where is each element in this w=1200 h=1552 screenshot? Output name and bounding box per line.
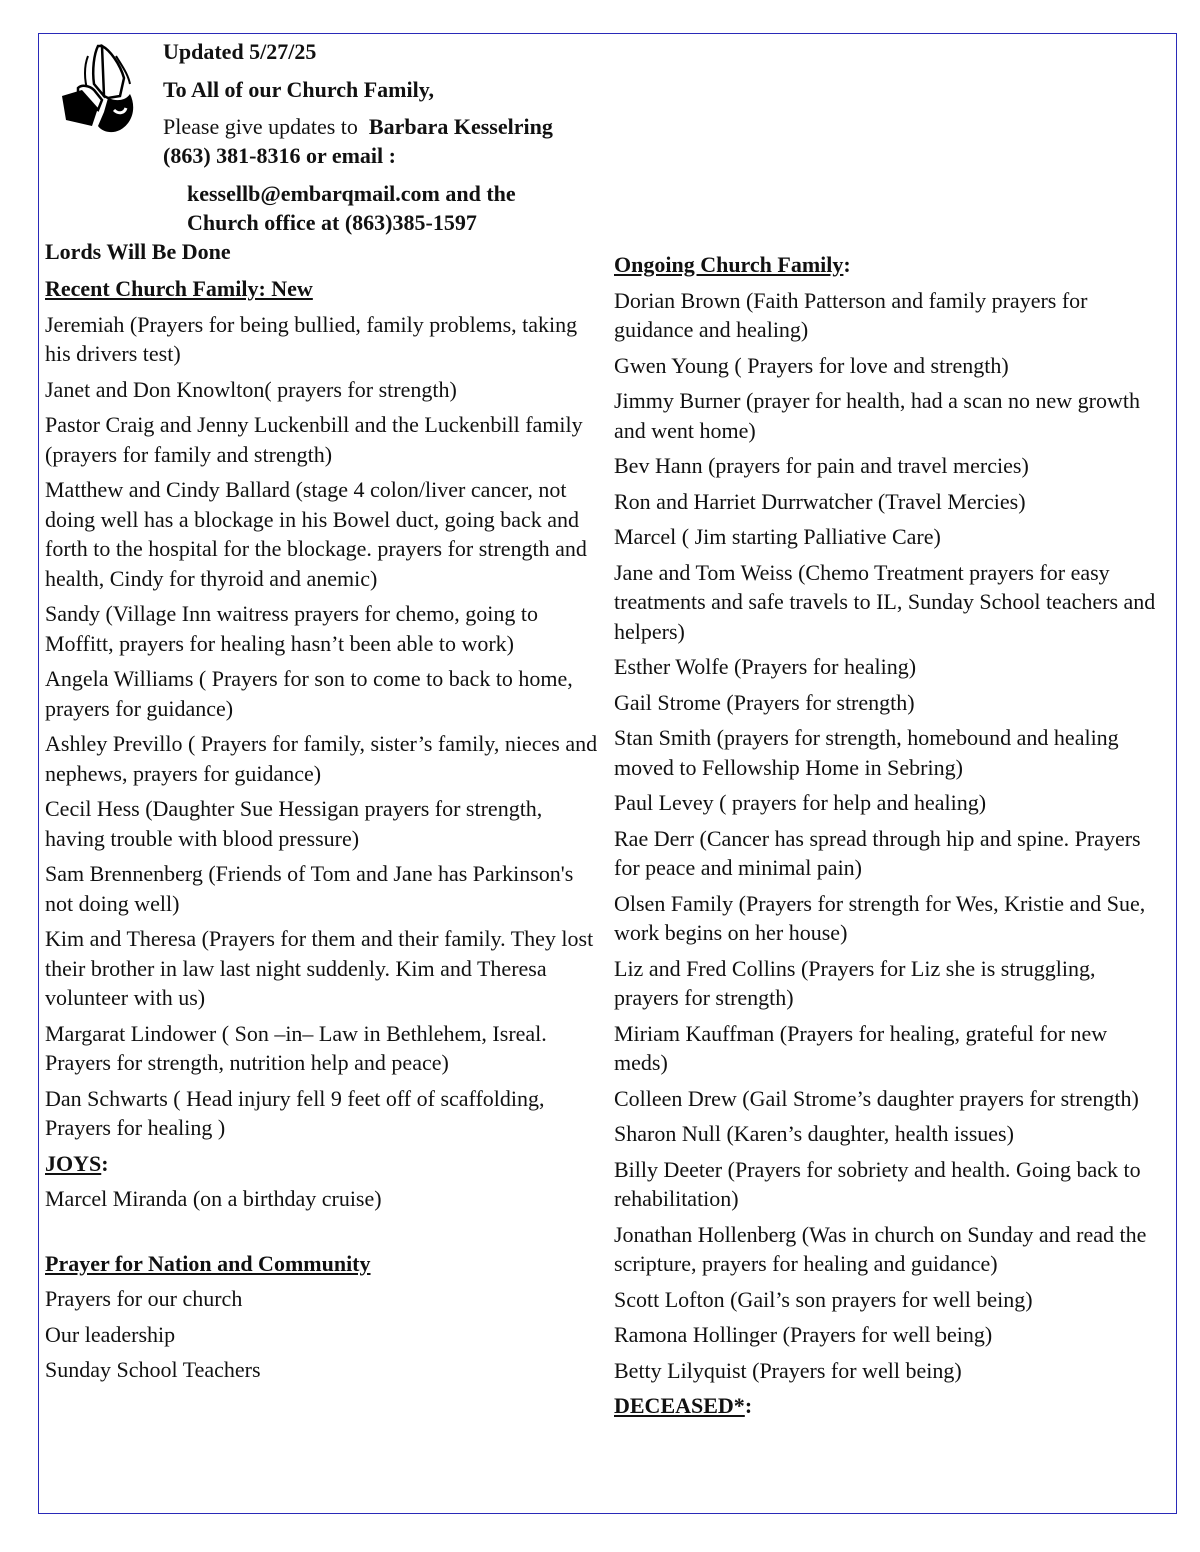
joys-heading-row: JOYS: [45, 1150, 109, 1176]
list-item: Liz and Fred Collins (Prayers for Liz she is struggling, prayers for strength) [614, 955, 1096, 1010]
updates-prefix: Please give updates to [163, 114, 358, 139]
list-item: Bev Hann (prayers for pain and travel mercies) [614, 453, 1029, 478]
list-item: Angela Williams ( Prayers for son to come to back to home, prayers for guidance) [45, 666, 573, 721]
ongoing-heading-row: Ongoing Church Family: [614, 252, 851, 277]
list-item: Marcel ( Jim starting Palliative Care) [614, 524, 941, 549]
right-column [614, 250, 1164, 1421]
list-item: Jeremiah (Prayers for being bullied, family problems, taking his drivers test) [45, 311, 578, 366]
contact-name: Barbara Kesselring [368, 114, 553, 139]
list-item: Margarat Lindower ( Son –in– Law in Bethlehem, Isreal. Prayers for strength, nutrition help and peace) [45, 1020, 547, 1075]
list-item: Gail Strome (Prayers for strength) [614, 689, 915, 715]
list-item: Jimmy Burner (prayer for health, had a scan no new growth and went home) [614, 388, 1141, 443]
list-item: Ron and Harriet Durrwatcher (Travel Mercies) [614, 488, 1026, 514]
list-item: Dorian Brown (Faith Patterson and family prayers for guidance and healing) [614, 287, 1088, 342]
list-item: Stan Smith (prayers for strength, homebound and healing moved to Fellowship Home in Sebring) [614, 725, 1119, 780]
list-item: Miriam Kauffman (Prayers for healing, grateful for new meds) [614, 1020, 1108, 1075]
praying-hands-icon [58, 40, 146, 136]
nation-heading: Prayer for Nation and Community [45, 1250, 371, 1276]
list-item: Sharon Null (Karen’s daughter, health issues) [614, 1121, 1014, 1146]
list-item: Pastor Craig and Jenny Luckenbill and the Luckenbill family (prayers for family and strength) [45, 412, 583, 467]
list-item: Janet and Don Knowlton( prayers for strength) [45, 376, 457, 402]
list-item: Sunday School Teachers [45, 1357, 261, 1382]
list-item: Matthew and Cindy Ballard (stage 4 colon/liver cancer, not doing well has a blockage in his Bowel duct, going back and forth to the hospital for the blockage. prayers for strength and health, Cindy for thyroid and anemic) [45, 477, 587, 591]
list-item: Jonathan Hollenberg (Was in church on Sunday and read the scripture, prayers for healing and guidance) [614, 1221, 1147, 1276]
office-line: Church office at (863)385-1597 [187, 210, 477, 235]
list-item: Betty Lilyquist (Prayers for well being) [614, 1357, 962, 1383]
list-item: Ramona Hollinger (Prayers for well being) [614, 1322, 993, 1347]
list-item: Billy Deeter (Prayers for sobriety and health. Going back to rehabilitation) [614, 1156, 1141, 1211]
list-item: Sam Brennenberg (Friends of Tom and Jane has Parkinson's not doing well) [45, 861, 574, 916]
list-item: Gwen Young ( Prayers for love and strength) [614, 352, 1009, 378]
list-item: Rae Derr (Cancer has spread through hip and spine. Prayers for peace and minimal pain) [614, 825, 1141, 880]
list-item: Cecil Hess (Daughter Sue Hessigan prayers for strength, having trouble with blood pressure) [45, 796, 543, 851]
list-item: Our leadership [45, 1321, 176, 1347]
list-item: Ashley Previllo ( Prayers for family, sister’s family, nieces and nephews, prayers for guidance) [45, 731, 598, 786]
updated-date: Updated 5/27/25 [163, 39, 317, 64]
phone-line: (863) 381-8316 or email : [163, 143, 396, 168]
ongoing-heading: Ongoing Church Family [614, 252, 844, 277]
greeting: To All of our Church Family, [163, 77, 434, 102]
email-line[interactable]: kessellb@embarqmail.com and the [187, 181, 516, 206]
list-item: Jane and Tom Weiss (Chemo Treatment prayers for easy treatments and safe travels to IL, Sunday School teachers and helpers) [614, 559, 1156, 644]
deceased-heading: DECEASED* [614, 1393, 745, 1418]
list-item: Olsen Family (Prayers for strength for Wes, Kristie and Sue, work begins on her house) [614, 890, 1146, 945]
motto: Lords Will Be Done [45, 239, 231, 264]
deceased-heading-row: DECEASED*: [614, 1393, 753, 1418]
list-item: Dan Schwarts ( Head injury fell 9 feet off of scaffolding, Prayers for healing ) [45, 1085, 545, 1140]
list-item: Esther Wolfe (Prayers for healing) [614, 654, 917, 679]
list-item: Paul Levey ( prayers for help and healing) [614, 790, 987, 815]
list-item: Sandy (Village Inn waitress prayers for chemo, going to Moffitt, prayers for healing hasn’t been able to work) [45, 601, 538, 656]
list-item: Marcel Miranda (on a birthday cruise) [45, 1186, 382, 1211]
list-item: Scott Lofton (Gail’s son prayers for well being) [614, 1286, 1033, 1312]
joys-heading: JOYS [45, 1150, 102, 1176]
updates-line [163, 113, 553, 141]
list-item: Colleen Drew (Gail Strome’s daughter prayers for strength) [614, 1085, 1139, 1111]
list-item: Prayers for our church [45, 1286, 243, 1311]
list-item: Kim and Theresa (Prayers for them and their family. They lost their brother in law last night suddenly. Kim and Theresa volunteer with us) [45, 926, 594, 1010]
recent-heading: Recent Church Family: New [45, 276, 313, 301]
left-column [45, 274, 605, 1391]
